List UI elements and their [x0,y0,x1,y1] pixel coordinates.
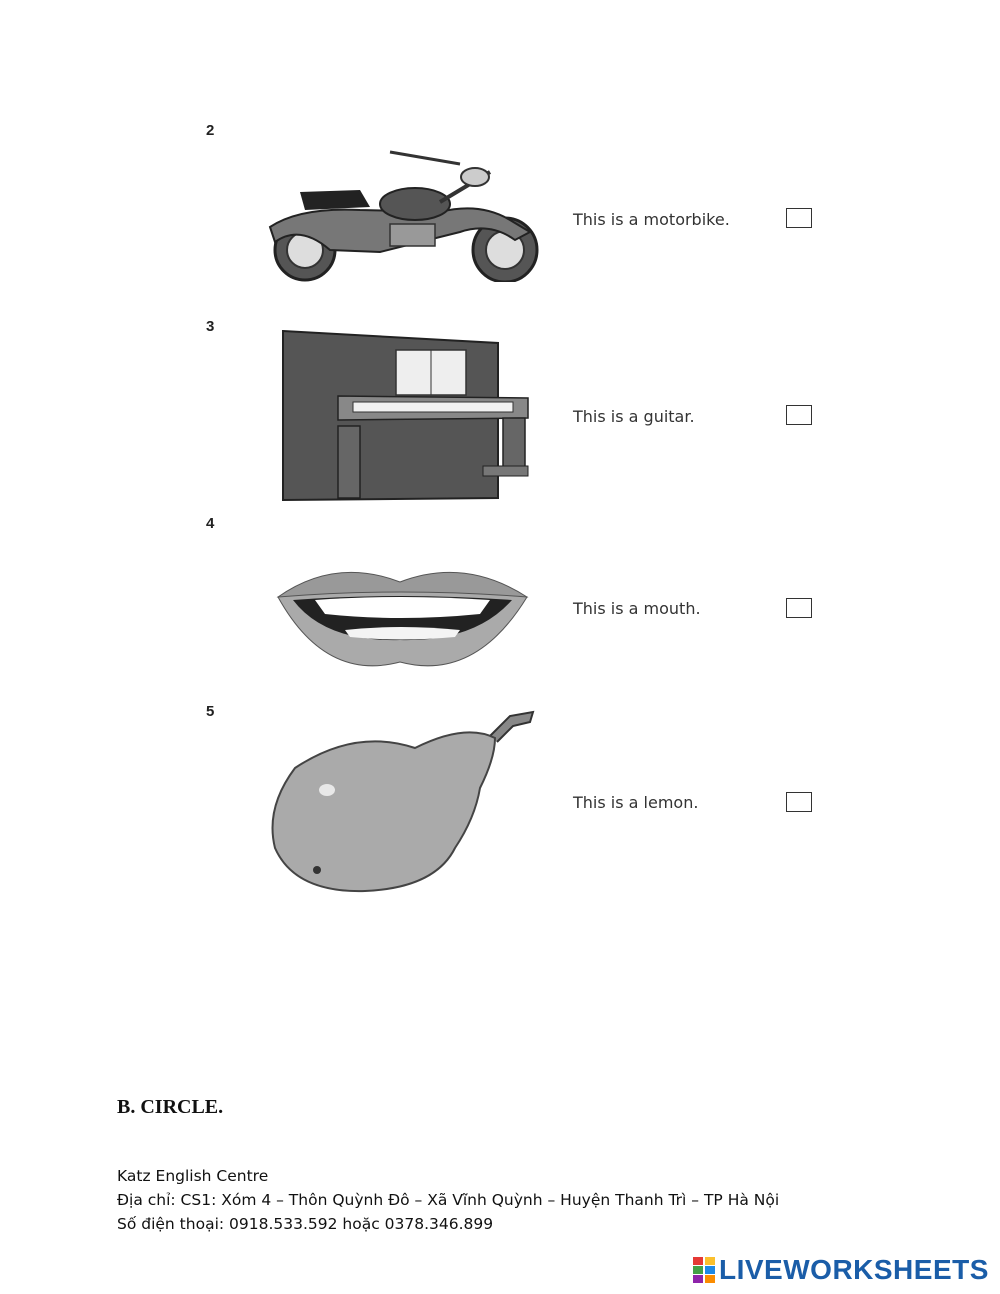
motorbike-picture [260,132,545,282]
logo-blocks-icon [693,1257,715,1283]
item-number: 5 [206,703,215,720]
sentence: This is a mouth. [573,599,701,618]
mouth-picture [275,562,530,667]
answer-checkbox[interactable] [786,598,812,618]
logo-text: LIVEWORKSHEETS [719,1254,989,1285]
footer-phone: Số điện thoại: 0918.533.592 hoặc 0378.346.899 [117,1215,494,1233]
sentence: This is a motorbike. [573,210,730,229]
piano-picture [278,328,533,503]
answer-checkbox[interactable] [786,405,812,425]
section-title: B. CIRCLE. [117,1096,224,1118]
answer-checkbox[interactable] [786,792,812,812]
pear-picture [265,708,540,898]
liveworksheets-logo [693,1253,989,1287]
item-number: 3 [206,318,215,335]
footer-centre-name: Katz English Centre [117,1167,269,1185]
sentence: This is a guitar. [573,407,695,426]
footer-address: Địa chỉ: CS1: Xóm 4 – Thôn Quỳnh Đô – Xã Vĩnh Quỳnh – Huyện Thanh Trì – TP Hà Nội [117,1191,780,1209]
item-number: 4 [206,515,215,532]
sentence: This is a lemon. [573,793,699,812]
item-number: 2 [206,122,215,139]
answer-checkbox[interactable] [786,208,812,228]
